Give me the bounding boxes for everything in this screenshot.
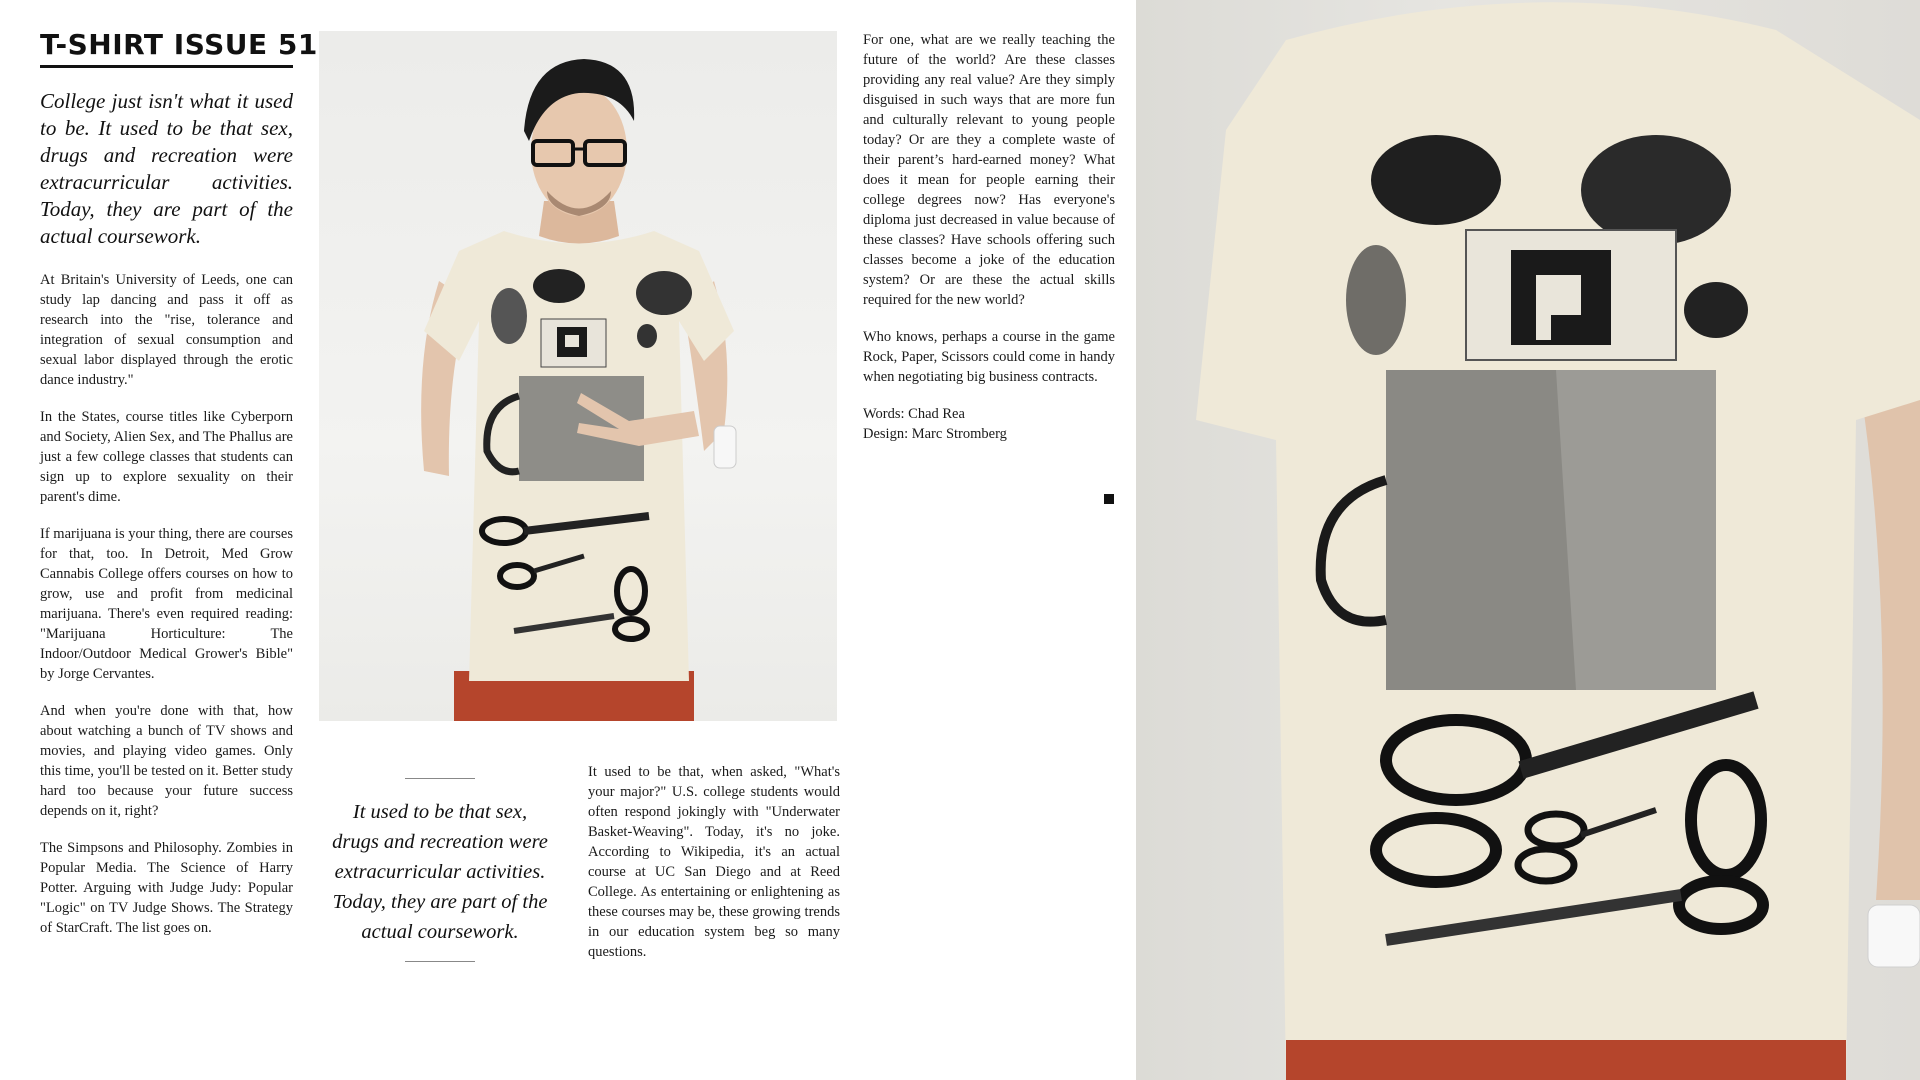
end-mark-icon (1104, 494, 1114, 504)
masthead-title: T-SHIRT ISSUE 51 (40, 28, 293, 68)
body-paragraph: If marijuana is your thing, there are courses for that, too. In Detroit, Med Grow Cannabis College offers courses on how to grow, use and profit from medicinal marijuana. There's even required reading: "Marijuana Horticulture: The Indoor/Outdoor Medical Grower's Bible" by Jorge Cervantes. (40, 526, 293, 682)
body-paragraph: At Britain's University of Leeds, one can study lap dancing and pass it off as research into the "rise, tolerance and integration of sexual consumption and sexual labor displayed through the erotic dance industry." (40, 272, 293, 388)
middle-column (588, 762, 840, 979)
right-column (863, 30, 1115, 461)
pull-quote (330, 778, 550, 962)
body-paragraph: In the States, course titles like Cyberporn and Society, Alien Sex, and The Phallus are just a few college classes that students can sign up to explore sexuality on their parent's dime. (40, 409, 293, 505)
body-paragraph: For one, what are we really teaching the future of the world? Are these classes providing any real value? Are they simply disguised in such ways that are more fun and culturally relevant to young people today? Or are they a complete waste of their parent’s hard-earned money? What does it mean for people earning their college degrees now? Has everyone's diploma just decreased in value because of these classes? Have schools offering such classes become a joke of the education system? Or are these the actual skills required for the new world? (863, 32, 1115, 308)
body-paragraph: And when you're done with that, how about watching a bunch of TV shows and movies, and playing video games. Only this time, you'll be tested on it. Better study hard too because your future success depends on it, right? (40, 703, 293, 819)
body-paragraph: Who knows, perhaps a course in the game Rock, Paper, Scissors could come in handy when negotiating big business contracts. (863, 329, 1115, 385)
pull-quote-rule-bottom (405, 961, 475, 962)
left-column (40, 28, 318, 955)
body-paragraph: The Simpsons and Philosophy. Zombies in Popular Media. The Science of Harry Potter. Arguing with Judge Judy: Popular "Logic" on TV Judge Shows. The Strategy of StarCraft. The list goes on. (40, 840, 293, 936)
pull-quote-text: It used to be that sex, drugs and recreation were extracurricular activities. Today, they are part of the actual coursework. (332, 801, 548, 943)
pull-quote-rule-top (405, 778, 475, 779)
lede-paragraph: College just isn't what it used to be. It used to be that sex, drugs and recreation were extracurricular activities. Today, they are part of the actual coursework. (40, 89, 293, 248)
shirt-closeup-photo (1136, 0, 1920, 1080)
credit-words: Words: Chad Rea (863, 406, 965, 422)
body-paragraph: It used to be that, when asked, "What's your major?" U.S. college students would often respond jokingly with "Underwater Basket-Weaving". Today, it's no joke. According to Wikipedia, it's an actual course at UC San Diego and at Reed College. As entertaining or enlightening as these courses may be, these growing trends in our education system beg so many questions. (588, 764, 840, 960)
model-photo (319, 31, 837, 721)
credit-design: Design: Marc Stromberg (863, 426, 1007, 442)
